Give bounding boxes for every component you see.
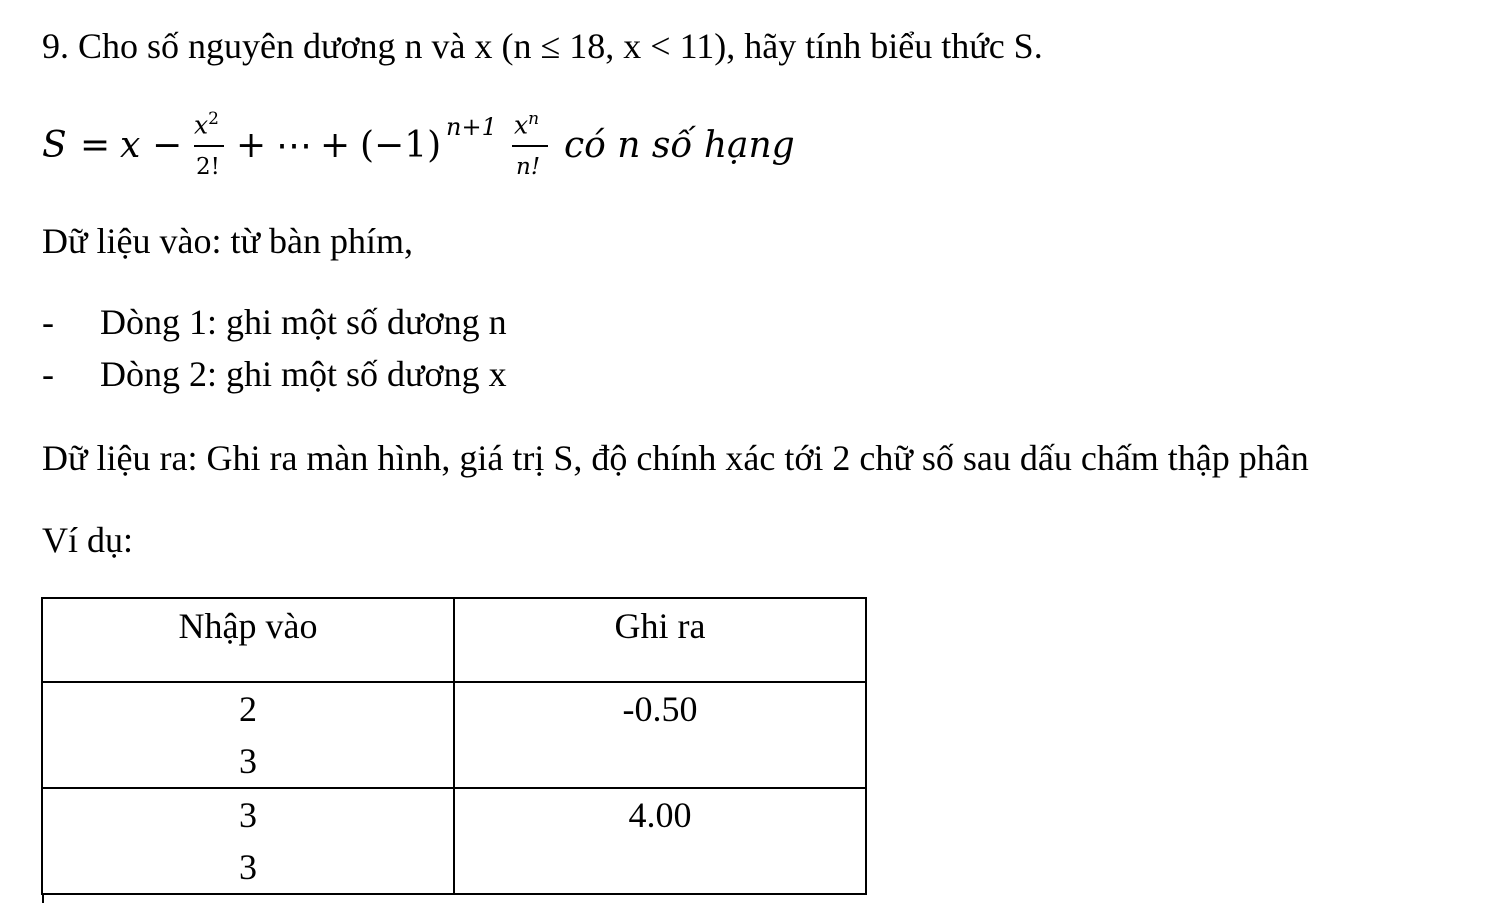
input-value: 3 bbox=[239, 847, 257, 887]
output-value: -0.50 bbox=[622, 689, 698, 729]
example-heading: Ví dụ: bbox=[42, 520, 134, 560]
table-row bbox=[42, 788, 866, 894]
frac2-numerator: $x^n$ bbox=[514, 109, 540, 140]
frac1-bar bbox=[194, 145, 224, 147]
bullet-dash: - bbox=[42, 354, 54, 394]
frac2-bar bbox=[512, 145, 548, 147]
formula-equals: = bbox=[80, 125, 111, 166]
cell-output bbox=[454, 682, 866, 788]
formula-minus: − bbox=[152, 125, 183, 166]
formula-lhs: S bbox=[42, 125, 67, 166]
output-value: 4.00 bbox=[628, 795, 692, 835]
formula-paren-exponent: n+1 bbox=[446, 113, 497, 141]
input-heading: Dữ liệu vào: từ bàn phím, bbox=[42, 221, 413, 261]
formula-plus-2: + bbox=[320, 125, 351, 166]
cell-input bbox=[42, 788, 454, 894]
input-value: 3 bbox=[239, 741, 257, 781]
formula-x: x bbox=[120, 125, 141, 166]
output-heading: Dữ liệu ra: Ghi ra màn hình, giá trị S, độ chính xác tới 2 chữ số sau dấu chấm thập phân bbox=[42, 438, 1309, 478]
input-line-text: Dòng 1: ghi một số dương n bbox=[100, 302, 507, 342]
frac1-denominator: 2! bbox=[196, 154, 220, 180]
example-table bbox=[41, 597, 867, 895]
formula-plus-1: + bbox=[236, 125, 267, 166]
frac1-numerator: $x^2$ bbox=[194, 109, 219, 140]
header-output: Ghi ra bbox=[454, 598, 866, 682]
formula-dots: ⋯ bbox=[276, 125, 312, 166]
text-cursor bbox=[42, 893, 44, 903]
formula-paren: (−1) bbox=[360, 125, 442, 166]
cell-input bbox=[42, 682, 454, 788]
header-input: Nhập vào bbox=[42, 598, 454, 682]
table-header-row bbox=[42, 598, 866, 682]
bullet-dash: - bbox=[42, 302, 54, 342]
input-line-text: Dòng 2: ghi một số dương x bbox=[100, 354, 507, 394]
input-value: 3 bbox=[239, 795, 257, 835]
frac2-denominator: n! bbox=[516, 154, 541, 180]
table-row bbox=[42, 682, 866, 788]
problem-title: 9. Cho số nguyên dương n và x (n ≤ 18, x < 11), hãy tính biểu thức S. bbox=[42, 26, 1043, 66]
input-value: 2 bbox=[239, 689, 257, 729]
cell-output bbox=[454, 788, 866, 894]
formula-suffix: có n số hạng bbox=[564, 125, 795, 166]
